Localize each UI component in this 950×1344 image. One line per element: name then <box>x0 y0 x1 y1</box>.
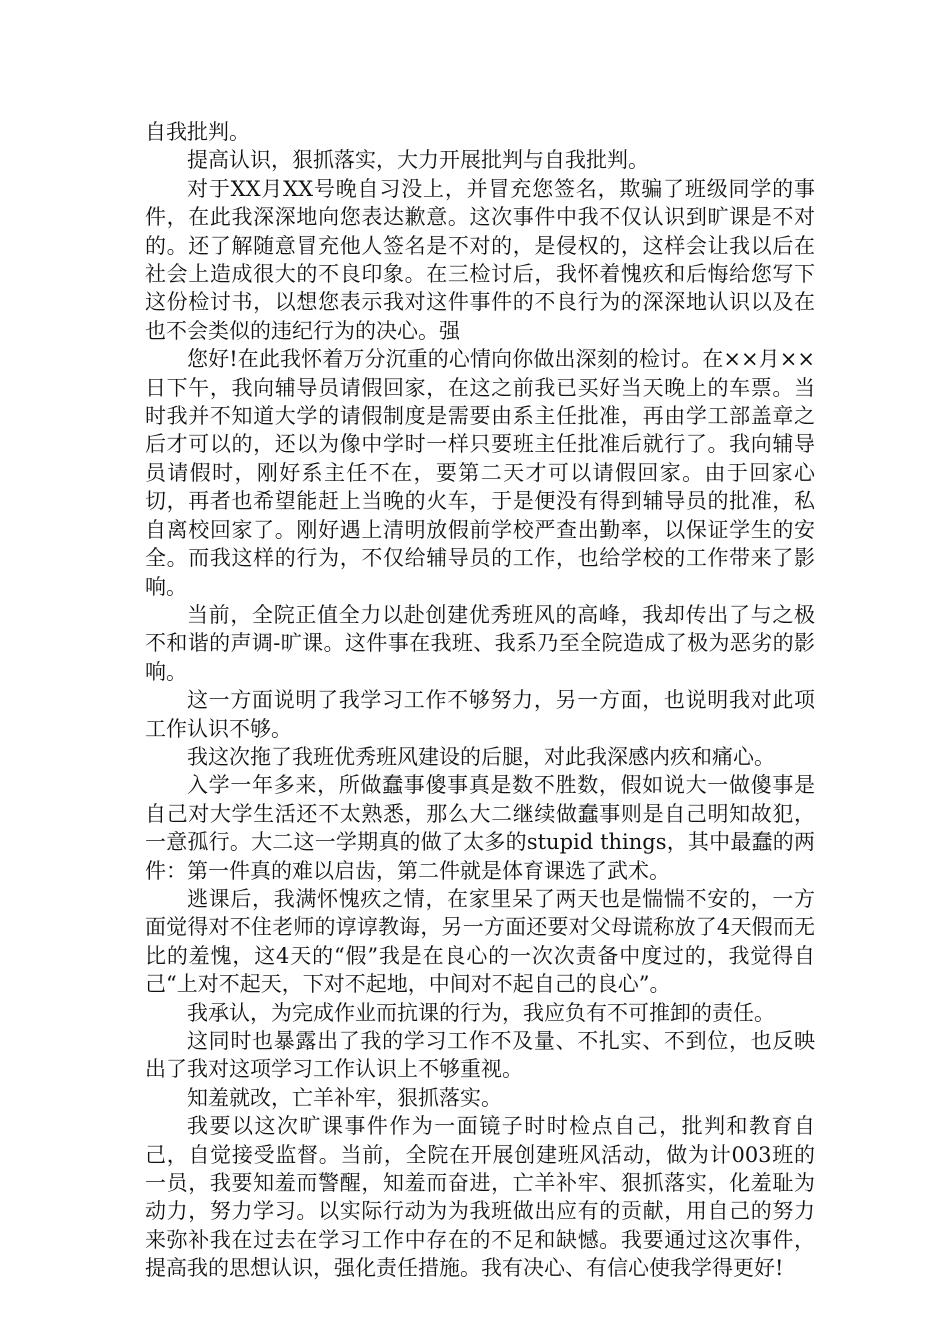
document-body <box>145 118 815 1283</box>
paragraph-8: 入学一年多来，所做蠢事傻事真是数不胜数，假如说大一做傻事是自己对大学生活还不太熟悉，那么大二继续做蠢事则是自己明知故犯，一意孤行。大二这一学期真的做了太多的stupid things，其中最蠢的两件：第一件真的难以启齿，第二件就是体育课选了武术。 <box>145 773 815 883</box>
paragraph-1: 自我批判。 <box>145 120 250 144</box>
paragraph-2: 提高认识，狠抓落实，大力开展批判与自我批判。 <box>187 148 649 173</box>
paragraph-5: 当前，全院正值全力以赴创建优秀班风的高峰，我却传出了与之极不和谐的声调-旷课。这件事在我班、我系乃至全院造成了极为恶劣的影响。 <box>145 602 815 684</box>
paragraph-6: 这一方面说明了我学习工作不够努力，另一方面，也说明我对此项工作认识不够。 <box>145 688 815 741</box>
paragraph-9: 逃课后，我满怀愧疚之情，在家里呆了两天也是惴惴不安的，一方面觉得对不住老师的谆谆教诲，另一方面还要对父母谎称放了4天假而无比的羞愧，这4天的“假”我是在良心的一次次责备中度过的，我觉得自己“上对不起天，下对不起地，中间对不起自己的良心”。 <box>145 886 815 997</box>
paragraph-11: 这同时也暴露出了我的学习工作不及量、不扎实、不到位，也反映出了我对这项学习工作认识上不够重视。 <box>145 1029 815 1082</box>
paragraph-3: 对于XX月XX号晚自习没上，并冒充您签名，欺骗了班级同学的事件，在此我深深地向您表达歉意。这次事件中我不仅认识到旷课是不对的。还了解随意冒充他人签名是不对的，是侵权的，这样会让我以后在社会上造成很大的不良印象。在三检讨后，我怀着愧疚和后悔给您写下这份检讨书，以想您表示我对这件事件的不良行为的深深地认识以及在也不会类似的违纪行为的决心。强 <box>145 176 815 343</box>
paragraph-7: 我这次拖了我班优秀班风建设的后腿，对此我深感内疚和痛心。 <box>187 744 775 769</box>
paragraph-13: 我要以这次旷课事件作为一面镜子时时检点自己，批判和教育自己，自觉接受监督。当前，全院在开展创建班风活动，做为计003班的一员，我要知羞而警醒，知羞而奋进，亡羊补牢、狠抓落实，化羞耻为动力，努力学习。以实际行动为为我班做出应有的贡献，用自己的努力来弥补我在过去在学习工作中存在的不足和缺憾。我要通过这次事件，提高我的思想认识，强化责任措施。我有决心、有信心使我学得更好! <box>145 1114 815 1281</box>
paragraph-4: 您好!在此我怀着万分沉重的心情向你做出深刻的检讨。在××月××日下午，我向辅导员请假回家，在这之前我已买好当天晚上的车票。当时我并不知道大学的请假制度是需要由系主任批准，再由学工部盖章之后才可以的，还以为像中学时一样只要班主任批准后就行了。我向辅导员请假时，刚好系主任不在，要第二天才可以请假回家。由于回家心切，再者也希望能赶上当晚的火车，于是便没有得到辅导员的批准，私自离校回家了。刚好遇上清明放假前学校严查出勤率，以保证学生的安全。而我这样的行为，不仅给辅导员的工作，也给学校的工作带来了影响。 <box>145 347 815 599</box>
paragraph-10: 我承认，为完成作业而抗课的行为，我应负有不可推卸的责任。 <box>187 1000 775 1025</box>
paragraph-12: 知羞就改，亡羊补牢，狠抓落实。 <box>187 1085 502 1110</box>
